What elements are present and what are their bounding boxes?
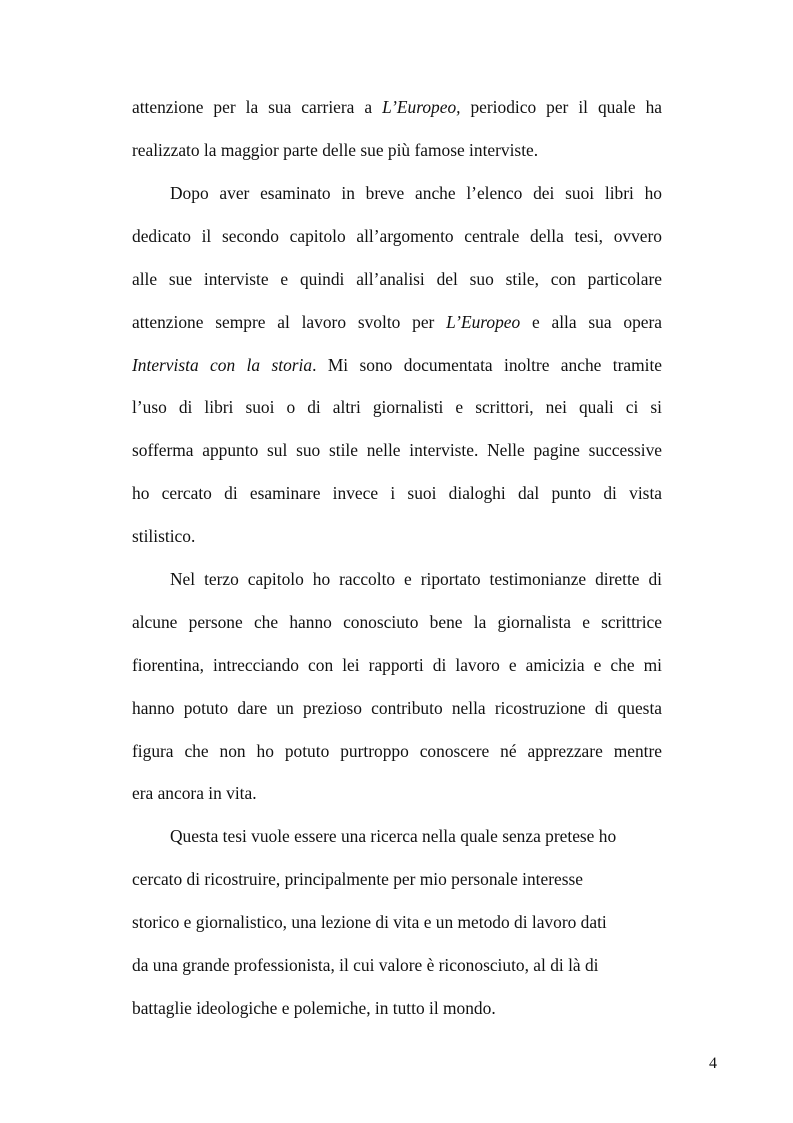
paragraph-1-line-2: realizzato la maggior parte delle sue più famose interviste. bbox=[132, 139, 539, 160]
paragraph-3-line-2: alcune persone che hanno conosciuto bene la giornalista e scrittrice bbox=[132, 611, 662, 632]
journal-title-europeo: L’Europeo, bbox=[382, 97, 461, 117]
paragraph-4-line-4: da una grande professionista, il cui valore è riconosciuto, al di là di bbox=[132, 955, 599, 975]
paragraph-2-line-6: l’uso di libri suoi o di altri giornalisti e scrittori, nei quali ci si bbox=[132, 397, 662, 418]
paragraph-2-line-7: sofferma appunto sul suo stile nelle interviste. Nelle pagine successive bbox=[132, 440, 662, 461]
paragraph-2-line-8: ho cercato di esaminare invece i suoi dialoghi dal punto di vista bbox=[132, 483, 662, 504]
paragraph-2-line-5: Intervista con la storia. Mi sono documentata inoltre anche tramite bbox=[132, 354, 663, 375]
paragraph-1-line-1: attenzione per la sua carriera a L’Europeo, periodico per il quale ha bbox=[132, 97, 663, 117]
paragraph-3-line-6: era ancora in vita. bbox=[132, 783, 257, 804]
paragraph-2-line-4: attenzione sempre al lavoro svolto per L’Europeo e alla sua opera bbox=[132, 311, 662, 332]
paragraph-4-line-3: storico e giornalistico, una lezione di vita e un metodo di lavoro dati bbox=[132, 912, 607, 932]
book-title-intervista: Intervista con la storia bbox=[132, 354, 313, 375]
paragraph-3-line-1: Nel terzo capitolo ho raccolto e riportato testimonianze dirette di bbox=[170, 569, 662, 589]
paragraph-3-line-3: fiorentina, intrecciando con lei rapporti di lavoro e amicizia e che mi bbox=[132, 654, 662, 675]
journal-title-europeo: L’Europeo bbox=[446, 311, 521, 332]
paragraph-4-line-5: battaglie ideologiche e polemiche, in tutto il mondo. bbox=[132, 998, 496, 1018]
paragraph-4-line-1: Questa tesi vuole essere una ricerca nella quale senza pretese ho bbox=[170, 826, 617, 846]
paragraph-3 bbox=[132, 558, 662, 815]
paragraph-2-line-9: stilistico. bbox=[132, 526, 196, 547]
paragraph-3-line-4: hanno potuto dare un prezioso contributo nella ricostruzione di questa bbox=[132, 697, 662, 718]
paragraph-2-line-3: alle sue interviste e quindi all’analisi del suo stile, con particolare bbox=[132, 268, 662, 289]
page-number: 4 bbox=[709, 1055, 717, 1072]
paragraph-2 bbox=[132, 172, 662, 558]
paragraph-2-line-2: dedicato il secondo capitolo all’argomento centrale della tesi, ovvero bbox=[132, 225, 662, 246]
paragraph-2-line-1: Dopo aver esaminato in breve anche l’elenco dei suoi libri ho bbox=[170, 183, 662, 203]
paragraph-4-line-2: cercato di ricostruire, principalmente per mio personale interesse bbox=[132, 869, 584, 889]
paragraph-1 bbox=[132, 86, 662, 172]
paragraph-3-line-5: figura che non ho potuto purtroppo conoscere né apprezzare mentre bbox=[132, 740, 662, 761]
